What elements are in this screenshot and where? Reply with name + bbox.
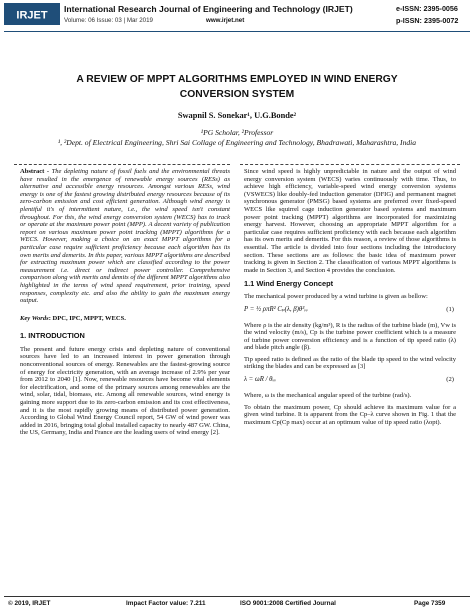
variables-paragraph: Where ρ is the air density (kg/m³), R is the radius of the turbine blade (m), Vw is the wind velocity (m/s), Cp is the turbine power coefficient which is a measure of turbine power conversion efficiency and is a function of tip speed ratio (λ) and blade pitch angle (β). — [244, 321, 456, 352]
abstract-text: The depleting nature of fossil fuels and the environmental threats have resulted in the emergence of renewable energy sources (RESs) as alternative and accessible energy resources. Amongst various RESs, wind energy is one of the fastest growing distributed energy resources because of its zero-carbon emission and cost efficient generation. Although wind energy is plentiful it's of intermittent nature, i.e., the wind speed isn't constant throughout. For this, the wind energy conversion system (WECS) has to track or operate at the maximum power point (MPP). A decent variety of publication report on various maximum power point tracking (MPPT) algorithms for a WECS. However, making a choice on an exact MPPT algorithms for a particular case require sufficient proficiency because each algorithm has its own merits and demerits. In this paper, various MPPT algorithms are described for extracting maximum power which are classified according to the power measurement i.e. direct or indirect power controller. Comprehensive comparison along with merits and demits of the different MPPT algorithms also highlighted in the terms of wind speed requirement, prior training, speed responses, complexity etc. and also the ability to gain the maximum energy output. — [20, 168, 230, 305]
abstract — [20, 168, 230, 305]
equation-1-formula: P = ½ ρπR² Cₚ(λ, β)θ³ᵥᵥ — [244, 305, 309, 313]
equation-2 — [244, 375, 456, 387]
max-power-paragraph: To obtain the maximum power, Cp should achieve its maximum value for a given wind turbine. It is apparent from the Cp–λ curve shown in Fig. 1 that the maximum Cp(Cp max) occur at an optimum value of tip speed ratio (λopt). — [244, 403, 456, 426]
journal-title: International Research Journal of Engineering and Technology (IRJET) — [64, 4, 353, 14]
wind-energy-concept-heading: 1.1 Wind Energy Concept — [244, 279, 334, 289]
p-issn: p-ISSN: 2395-0072 — [396, 16, 459, 25]
keywords — [20, 315, 230, 323]
keywords-text: : DPC, IPC, MPPT, WECS. — [48, 314, 126, 322]
omega-paragraph: Where, ω is the mechanical angular speed of the turbine (rad/s). — [244, 392, 412, 400]
paper-title — [0, 72, 474, 102]
footer-page-number: Page 7359 — [414, 600, 446, 607]
separator-line-left — [14, 164, 230, 165]
equation-2-number: (2) — [446, 376, 454, 384]
equation-1-number: (1) — [446, 305, 454, 313]
introduction-heading: 1. INTRODUCTION — [20, 331, 85, 341]
separator-line-right — [240, 164, 460, 165]
paper-title-line-2: CONVERSION SYSTEM — [179, 89, 295, 100]
journal-header — [0, 0, 474, 40]
introduction-continued: Since wind speed is highly unpredictable in nature and the output of wind energy conversion system (WECS) varies continuously with time. Thus, to achieve high efficiency, variable-speed wind energy conversion systems (VSWECS) like doubly-fed induction generator (DFIG) and permanent magnet synchronous generator (PMSG) based systems are preferred over fixed-speed WECS like squirrel cage induction generator based systems and maximum power point tracking (MPPT) algorithms are incorporated for maximizing energy harvest. However, choosing an appropriate MPPT algorithm for a particular case requires sufficient proficiency with each because each algorithm has its own merits and demerits. For this reason, a review of those algorithms is essential. The article is divided into four sections including the introductory section. These sections are as follows: the basic idea of maximum power tracking is given in Section 2. The classification of various MPPT algorithms is made in Section 3, and Section 4 provides the conclusion. — [244, 168, 456, 274]
e-issn: e-ISSN: 2395-0056 — [396, 4, 458, 13]
journal-logo — [4, 3, 60, 25]
abstract-label: Abstract - — [20, 168, 52, 175]
introduction-paragraph: The present and future energy crisis and depleting nature of conventional sources have led to an increased interest in power generation through nonconventional sources of energy. Renewables are the fastest-growing source of energy for electricity generation, with an average increase of 2.9% per year from 2012 to 2040 [1]. Now, renewable resources have become vital elements for electrification, and some of the primary sources among renewables are the wind, solar, tidal, biomass, etc. Among all renewable sources, wind energy is gaining more support due to its zero-carbon emission and its cost effectiveness, and it is the most rapidly growing means of distributed power generation. According to Global Wind Energy Council report, 54 GW of wind power was added in 2016, bringing total global installed capacity to nearly 487 GW. China, the US, Germany, India and France are the leading users of wind energy [2]. — [20, 345, 230, 437]
author-affiliation: ¹, ²Dept. of Electrical Engineering, Shri Sai Collage of Engineering and Technology, Bhadrawati, Maharashtra, India — [57, 138, 417, 147]
equation-2-formula: λ = ωR / θᵥᵥ — [244, 376, 277, 384]
power-intro-paragraph: The mechanical power produced by a wind turbine is given as bellow: — [244, 292, 428, 300]
journal-volume: Volume: 06 Issue: 03 | Mar 2019 — [64, 17, 153, 24]
footer-copyright: © 2019, IRJET — [8, 600, 51, 607]
right-column — [244, 168, 456, 430]
footer-divider — [4, 596, 470, 597]
left-column — [20, 168, 230, 441]
equation-1 — [244, 305, 456, 317]
paper-authors: Swapnil S. Sonekar¹, U.G.Bonde² — [177, 111, 297, 120]
logo-text: IRJET — [16, 9, 48, 22]
footer-iso: ISO 9001:2008 Certified Journal — [240, 600, 336, 607]
paper-title-line-1: A REVIEW OF MPPT ALGORITHMS EMPLOYED IN WIND ENERGY — [76, 74, 398, 85]
header-divider — [4, 31, 470, 32]
footer-impact-factor: Impact Factor value: 7.211 — [126, 600, 206, 607]
keywords-label: Key Words — [20, 314, 49, 322]
author-roles: ¹PG Scholar, ²Professor — [200, 128, 274, 137]
tip-speed-paragraph: Tip speed ratio is defined as the ratio of the blade tip speed to the wind velocity striking the blades and can be expressed as [3] — [244, 355, 456, 371]
journal-website[interactable]: www.irjet.net — [206, 17, 245, 24]
